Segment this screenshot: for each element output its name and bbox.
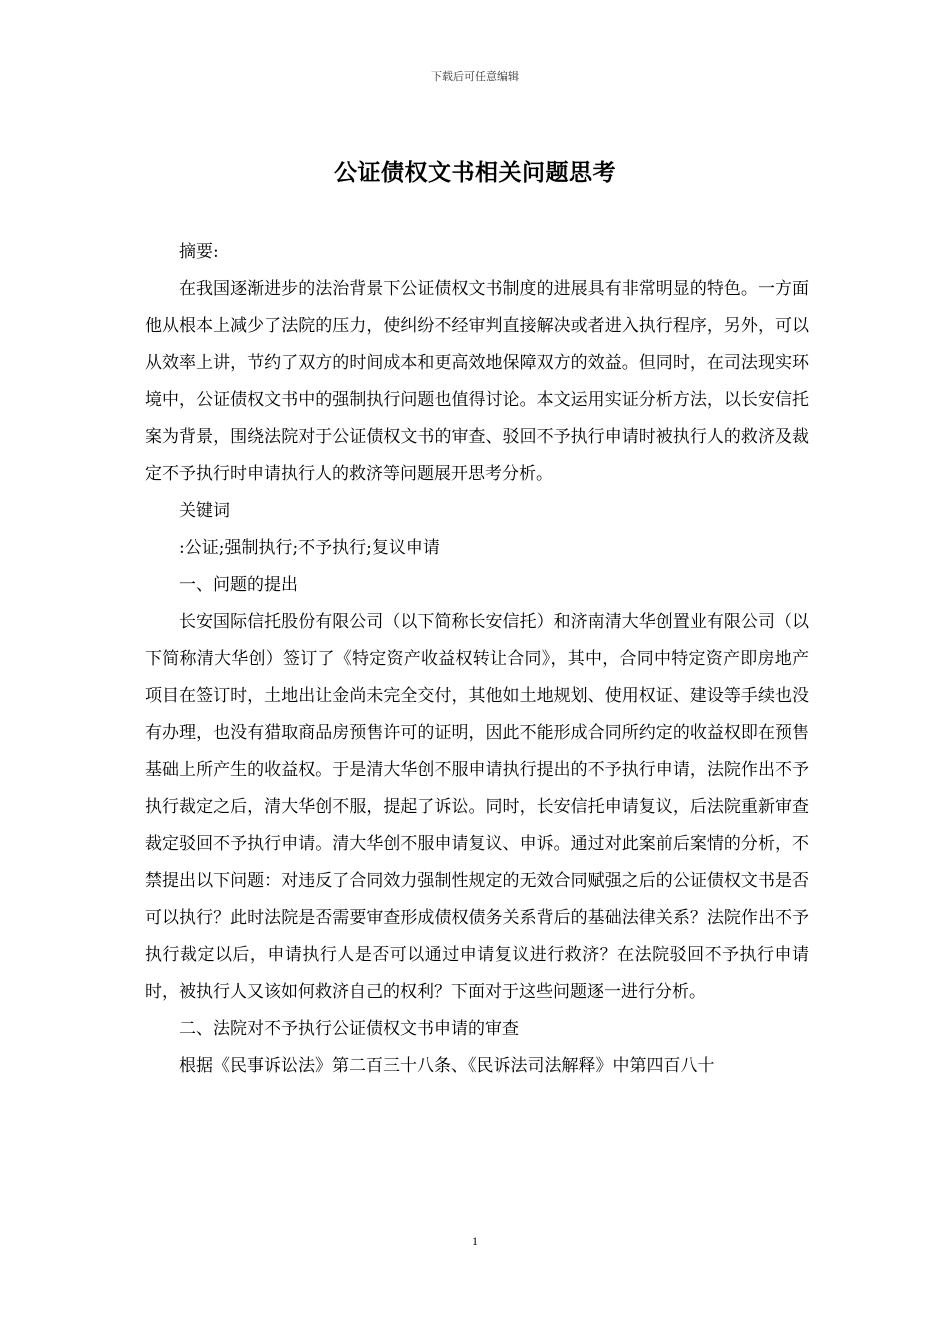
abstract-label: 摘要: (179, 242, 219, 262)
section-heading-1: 一、问题的提出 (179, 575, 298, 595)
header-note: 下载后可任意编辑 (431, 70, 519, 83)
keywords-list: :公证;强制执行;不予执行;复议申请 (179, 538, 440, 558)
body-text (145, 234, 809, 1085)
keywords-label: 关键词 (179, 501, 230, 521)
section-heading-2: 二、法院对不予执行公证债权文书申请的审查 (179, 1019, 519, 1039)
document-title: 公证债权文书相关问题思考 (334, 160, 616, 186)
abstract-paragraph: 在我国逐渐进步的法治背景下公证债权文书制度的进展具有非常明显的特色。一方面他从根本上减少了法院的压力，使纠纷不经审判直接解决或者进入执行程序，另外，可以从效率上讲，节约了双方的时间成本和更高效地保障双方的效益。但同时，在司法现实环境中，公证债权文书中的强制执行问题也值得讨论。本文运用实证分析方法，以长安信托案为背景，围绕法院对于公证债权文书的审查、驳回不予执行申请时被执行人的救济及裁定不予执行时申请执行人的救济等问题展开思考分析。 (145, 279, 809, 484)
page-number: 1 (472, 1234, 478, 1248)
section-1-paragraph: 长安国际信托股份有限公司（以下简称长安信托）和济南清大华创置业有限公司（以下简称清大华创）签订了《特定资产收益权转让合同》，其中，合同中特定资产即房地产项目在签订时，土地出让金尚未完全交付，其他如土地规划、使用权证、建设等手续也没有办理，也没有猎取商品房预售许可的证明，因此不能形成合同所约定的收益权即在预售基础上所产生的收益权。于是清大华创不服申请执行提出的不予执行申请，法院作出不予执行裁定之后，清大华创不服，提起了诉讼。同时，长安信托申请复议，后法院重新审查裁定驳回不予执行申请。清大华创不服申请复议、申诉。通过对此案前后案情的分析，不禁提出以下问题：对违反了合同效力强制性规定的无效合同赋强之后的公证债权文书是否可以执行？此时法院是否需要审查形成债权债务关系背后的基础法律关系？法院作出不予执行裁定以后，申请执行人是否可以通过申请复议进行救济？在法院驳回不予执行申请时，被执行人又该如何救济自己的权利？下面对于这些问题逐一进行分析。 (145, 612, 809, 1002)
section-2-paragraph: 根据《民事诉讼法》第二百三十八条、《民诉法司法解释》中第四百八十 (179, 1056, 715, 1076)
